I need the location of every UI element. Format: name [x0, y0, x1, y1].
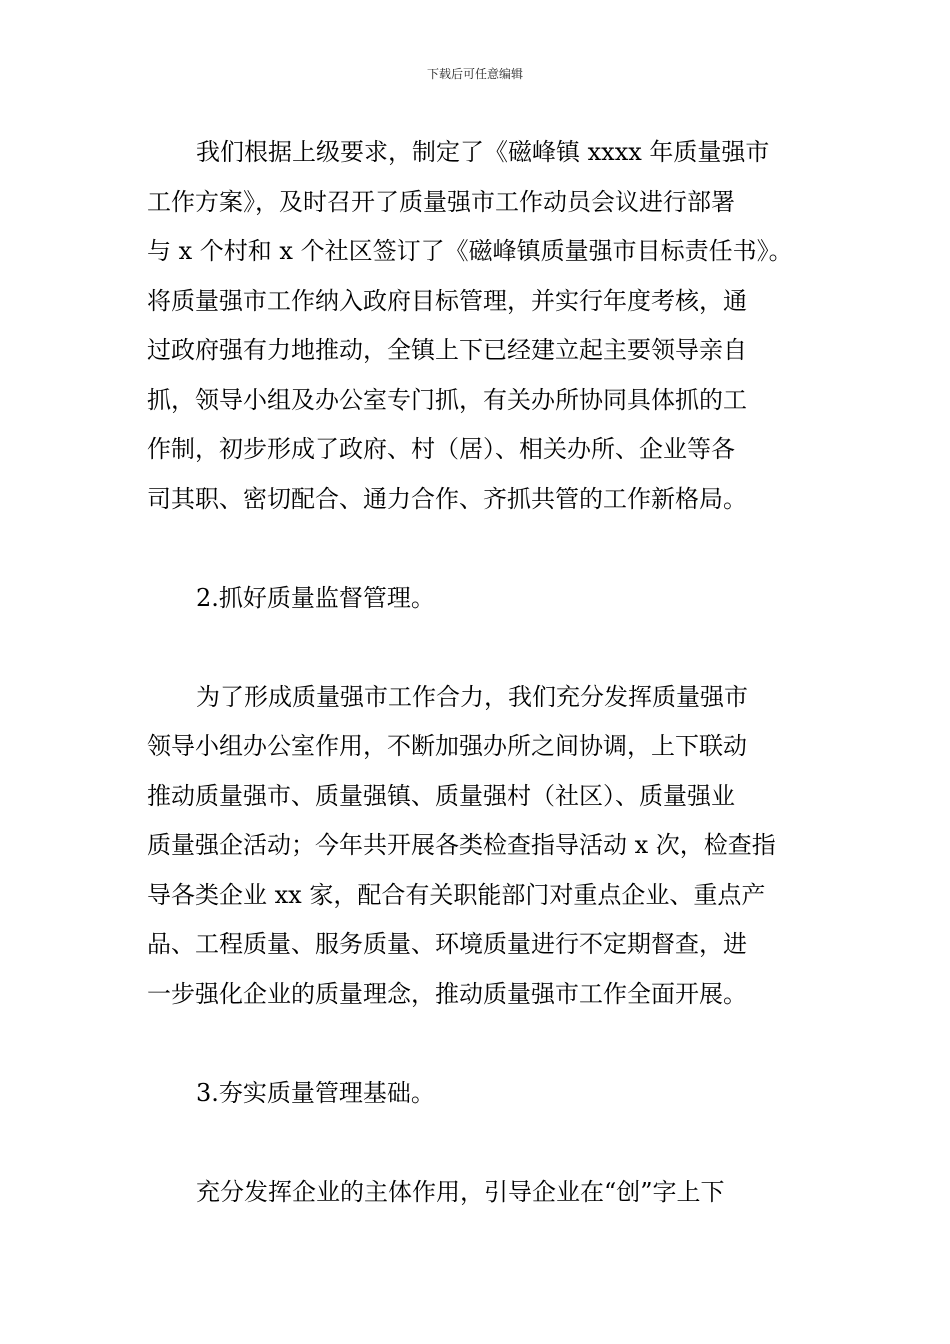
paragraph-line: 质量强企活动；今年共开展各类检查指导活动 x 次，检查指 [147, 831, 776, 859]
paragraph-line: 将质量强市工作纳入政府目标管理，并实行年度考核，通 [147, 286, 747, 315]
paragraph-line: 与 x 个村和 x 个社区签订了《磁峰镇质量强市目标责任书》。 [147, 237, 793, 265]
section-heading-3 [147, 1069, 817, 1119]
paragraph-spacer [147, 1118, 817, 1168]
paragraph-line: 充分发挥企业的主体作用，引导企业在“创”字上下 [196, 1177, 725, 1206]
paragraph-line: 作制，初步形成了政府、村（居）、相关办所、企业等各 [147, 435, 735, 463]
paragraph-line: 抓，领导小组及办公室专门抓，有关办所协同具体抓的工 [147, 385, 747, 414]
paragraph-2 [147, 673, 817, 1020]
paragraph-line: 领导小组办公室作用，不断加强办所之间协调，上下联动 [147, 732, 747, 760]
paragraph-line: 司其职、密切配合、通力合作、齐抓共管的工作新格局。 [147, 484, 747, 513]
paragraph-line: 推动质量强市、质量强镇、质量强村（社区）、质量强业 [147, 781, 735, 810]
paragraph-line: 为了形成质量强市工作合力，我们充分发挥质量强市 [196, 682, 748, 711]
paragraph-line: 我们根据上级要求，制定了《磁峰镇 xxxx 年质量强市 [196, 138, 770, 166]
paragraph-1 [147, 128, 817, 524]
paragraph-line: 品、工程质量、服务质量、环境质量进行不定期督查，进 [147, 930, 747, 958]
paragraph-line: 工作方案》，及时召开了质量强市工作动员会议进行部署 [147, 187, 735, 216]
page-header: 下载后可任意编辑 [426, 67, 523, 81]
paragraph-line: 过政府强有力地推动，全镇上下已经建立起主要领导亲自 [147, 336, 747, 364]
paragraph-3 [147, 1168, 817, 1218]
section-heading-2 [147, 574, 817, 624]
paragraph-line: 一步强化企业的质量理念，推动质量强市工作全面开展。 [147, 979, 747, 1008]
paragraph-spacer [147, 1019, 817, 1069]
section-heading: 3.夯实质量管理基础。 [196, 1078, 435, 1107]
section-heading: 2.抓好质量监督管理。 [196, 583, 435, 612]
document-body [147, 128, 817, 1217]
paragraph-spacer [147, 623, 817, 673]
paragraph-line: 导各类企业 xx 家，配合有关职能部门对重点企业、重点产 [147, 880, 766, 909]
paragraph-spacer [147, 524, 817, 574]
